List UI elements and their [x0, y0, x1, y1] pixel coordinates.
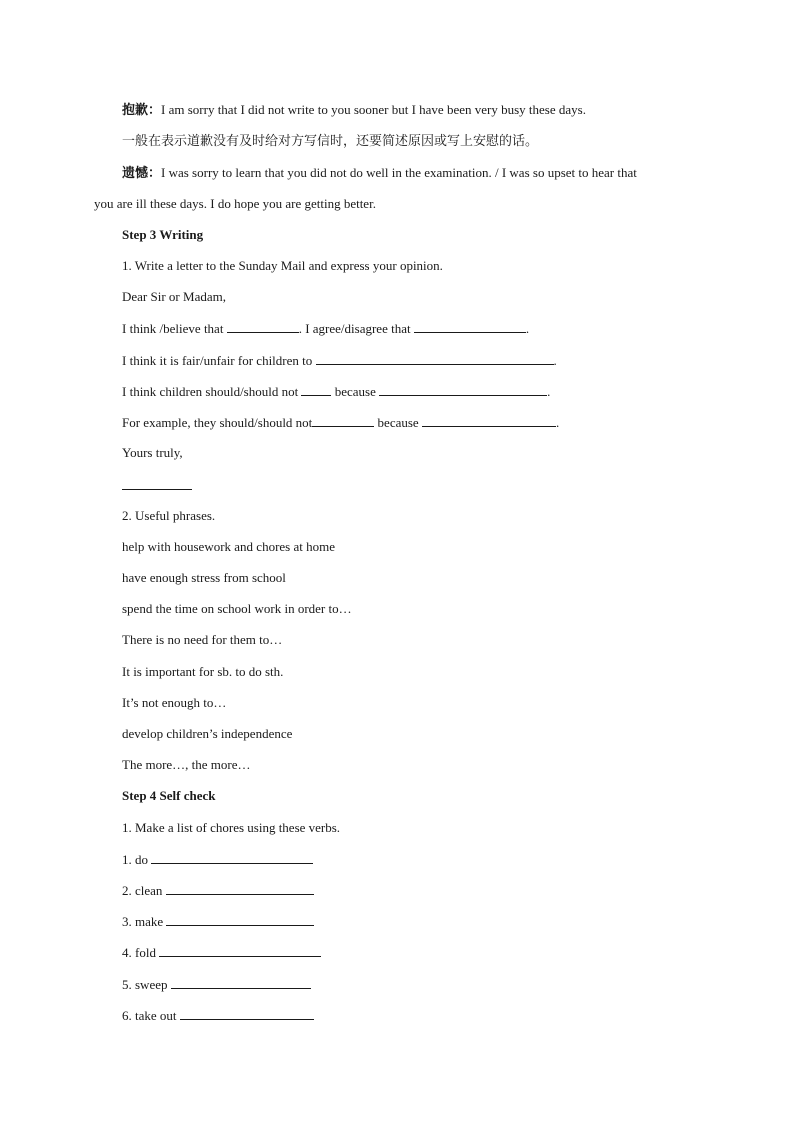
step3-task2: 2. Useful phrases.: [122, 508, 216, 523]
letter-line-3-a: I think children should/should not: [122, 384, 302, 399]
letter-line-4-a: For example, they should/should not: [122, 415, 313, 430]
blank-verb-clean[interactable]: [166, 881, 314, 895]
step3-task1: 1. Write a letter to the Sunday Mail and express your opinion.: [122, 258, 443, 273]
phrase-item: It’s not enough to…: [122, 695, 227, 710]
verb-item-clean: [122, 881, 314, 900]
verb-item-make: [122, 912, 314, 931]
verb-item-take-out: [122, 1006, 314, 1025]
step3-heading: Step 3 Writing: [122, 227, 204, 242]
verb-label: 3. make: [122, 914, 167, 929]
letter-line-3: [122, 382, 550, 401]
letter-line-1-b: . I agree/disagree that: [298, 321, 414, 336]
blank-because-1[interactable]: [379, 382, 547, 396]
regret-label: 遗憾：: [122, 165, 162, 180]
blank-example[interactable]: [312, 413, 374, 427]
step4-task1: 1. Make a list of chores using these verbs.: [122, 820, 341, 835]
blank-signature[interactable]: [122, 476, 192, 490]
verb-item-fold: [122, 943, 321, 962]
phrase-item: The more…, the more…: [122, 757, 251, 772]
verb-label: 5. sweep: [122, 977, 171, 992]
letter-line-2: [122, 351, 557, 370]
phrase-item: spend the time on school work in order to…: [122, 601, 352, 616]
regret-text-2: you are ill these days. I do hope you are getting better.: [94, 196, 376, 211]
signature-line: [122, 476, 192, 495]
step4-heading: Step 4 Self check: [122, 788, 216, 803]
phrase-item: There is no need for them to…: [122, 632, 283, 647]
verb-item-sweep: [122, 975, 311, 994]
apology-note: 一般在表示道歉没有及时给对方写信时，还要简述原因或写上安慰的话。: [122, 133, 539, 148]
letter-line-2-b: .: [553, 353, 557, 368]
blank-verb-fold[interactable]: [159, 943, 321, 957]
verb-item-do: [122, 850, 313, 869]
phrase-item: It is important for sb. to do sth.: [122, 664, 284, 679]
regret-text-1: I was sorry to learn that you did not do well in the examination. / I was so upset to hear that: [161, 165, 637, 180]
blank-verb-take-out[interactable]: [180, 1006, 314, 1020]
phrase-item: help with housework and chores at home: [122, 539, 336, 554]
letter-greeting: Dear Sir or Madam,: [122, 289, 226, 304]
phrase-item: have enough stress from school: [122, 570, 286, 585]
regret-line-1: [122, 164, 678, 182]
apology-text: I am sorry that I did not write to you sooner but I have been very busy these days.: [161, 102, 586, 117]
phrase-item: develop children’s independence: [122, 726, 293, 741]
letter-closing: Yours truly,: [122, 445, 183, 460]
blank-verb-do[interactable]: [151, 850, 313, 864]
letter-line-3-b: because: [331, 384, 380, 399]
apology-label: 抱歉：: [122, 102, 162, 117]
letter-line-2-a: I think it is fair/unfair for children to: [122, 353, 316, 368]
letter-line-1-c: .: [525, 321, 530, 336]
verb-label: 4. fold: [122, 945, 160, 960]
verb-label: 6. take out: [122, 1008, 180, 1023]
blank-believe[interactable]: [227, 319, 299, 333]
blank-verb-make[interactable]: [166, 912, 314, 926]
letter-line-1: [122, 319, 529, 338]
letter-line-4: [122, 413, 559, 432]
letter-line-4-b: because: [374, 415, 422, 430]
letter-line-3-c: .: [547, 384, 551, 399]
blank-fair[interactable]: [316, 351, 554, 365]
letter-line-4-c: .: [555, 415, 560, 430]
verb-label: 1. do: [122, 852, 152, 867]
blank-should[interactable]: [301, 382, 331, 396]
verb-label: 2. clean: [122, 883, 166, 898]
blank-agree[interactable]: [414, 319, 526, 333]
blank-verb-sweep[interactable]: [171, 975, 311, 989]
letter-line-1-a: I think /believe that: [122, 321, 227, 336]
blank-because-2[interactable]: [422, 413, 556, 427]
apology-line: [122, 101, 586, 119]
